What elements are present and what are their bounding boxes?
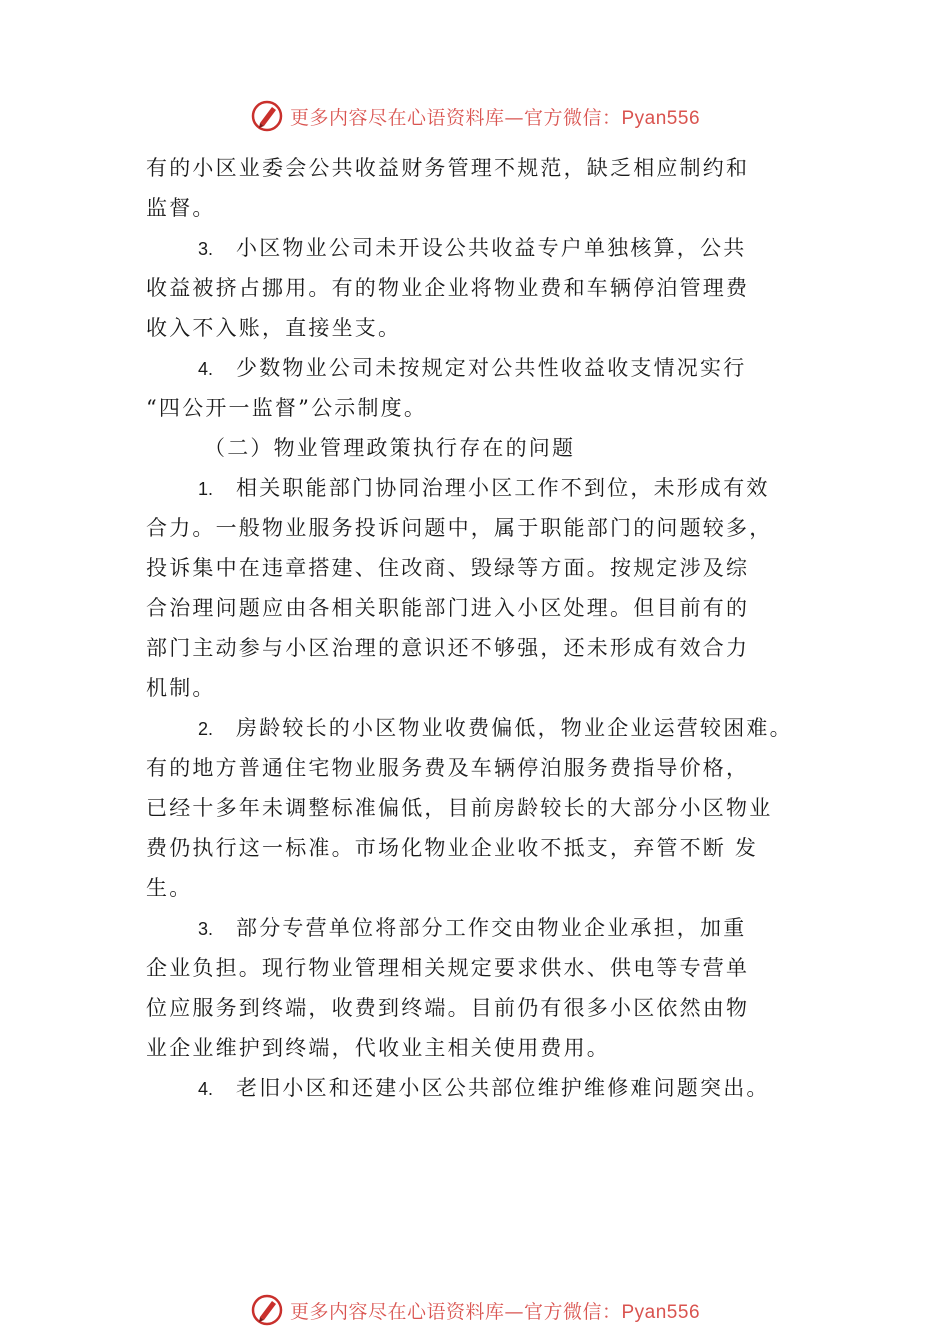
- text-line: 4. 少数物业公司未按规定对公共性收益收支情况实行: [146, 348, 836, 388]
- paragraph: [146, 908, 836, 1068]
- text-line: 3. 小区物业公司未开设公共收益专户单独核算，公共: [146, 228, 836, 268]
- text-line: 3. 部分专营单位将部分工作交由物业企业承担，加重: [146, 908, 836, 948]
- text-line: 部门主动参与小区治理的意识还不够强，还未形成有效合力: [146, 636, 750, 660]
- text-line: 合治理问题应由各相关职能部门进入小区处理。但目前有的: [146, 596, 750, 620]
- text-line: 4. 老旧小区和还建小区公共部位维护维修难问题突出。: [146, 1068, 836, 1108]
- text-line: “四公开一监督”公示制度。: [146, 396, 428, 420]
- paragraph: [146, 228, 836, 348]
- item-number: 4.: [198, 359, 214, 379]
- text-line: 2. 房龄较长的小区物业收费偏低，物业企业运营较困难。: [146, 708, 836, 748]
- section-heading: （二）物业管理政策执行存在的问题: [204, 436, 576, 460]
- item-number: 3.: [198, 919, 214, 939]
- text-line: 有的地方普通住宅物业服务费及车辆停泊服务费指导价格，: [146, 756, 750, 780]
- pen-logo-icon: [250, 1293, 284, 1327]
- item-number: 3.: [198, 239, 214, 259]
- text-line: 费仍执行这一标准。市场化物业企业收不抵支，弃管不断 发: [146, 836, 759, 860]
- footer-watermark-text: 更多内容尽在心语资料库—官方微信：Pyan556: [289, 1300, 701, 1323]
- document-body: [146, 148, 836, 1108]
- paragraph: [146, 708, 836, 908]
- pen-logo-icon: [250, 99, 284, 133]
- header-banner: [0, 96, 950, 136]
- text-line: 位应服务到终端，收费到终端。目前仍有很多小区依然由物: [146, 996, 750, 1020]
- paragraph: [146, 148, 836, 228]
- footer-banner: [0, 1290, 950, 1330]
- item-number: 4.: [198, 1079, 214, 1099]
- paragraph: [146, 468, 836, 708]
- text-line: 有的小区业委会公共收益财务管理不规范，缺乏相应制约和: [146, 156, 750, 180]
- paragraph: [146, 1068, 836, 1108]
- item-number: 1.: [198, 479, 214, 499]
- text-line: 生。: [146, 876, 193, 900]
- text-line: 业企业维护到终端，代收业主相关使用费用。: [146, 1036, 610, 1060]
- text-line: 收入不入账，直接坐支。: [146, 316, 402, 340]
- paragraph: [146, 348, 836, 428]
- text-line: 已经十多年未调整标准偏低，目前房龄较长的大部分小区物业: [146, 796, 773, 820]
- text-line: 投诉集中在违章搭建、住改商、毁绿等方面。按规定涉及综: [146, 556, 750, 580]
- text-line: 监督。: [146, 196, 216, 220]
- text-line: 机制。: [146, 676, 216, 700]
- item-number: 2.: [198, 719, 214, 739]
- text-line: 1. 相关职能部门协同治理小区工作不到位，未形成有效: [146, 468, 836, 508]
- text-line: 合力。一般物业服务投诉问题中，属于职能部门的问题较多，: [146, 516, 773, 540]
- text-line: 企业负担。现行物业管理相关规定要求供水、供电等专营单: [146, 956, 750, 980]
- text-line: 收益被挤占挪用。有的物业企业将物业费和车辆停泊管理费: [146, 276, 750, 300]
- header-watermark-text: 更多内容尽在心语资料库—官方微信：Pyan556: [289, 106, 701, 129]
